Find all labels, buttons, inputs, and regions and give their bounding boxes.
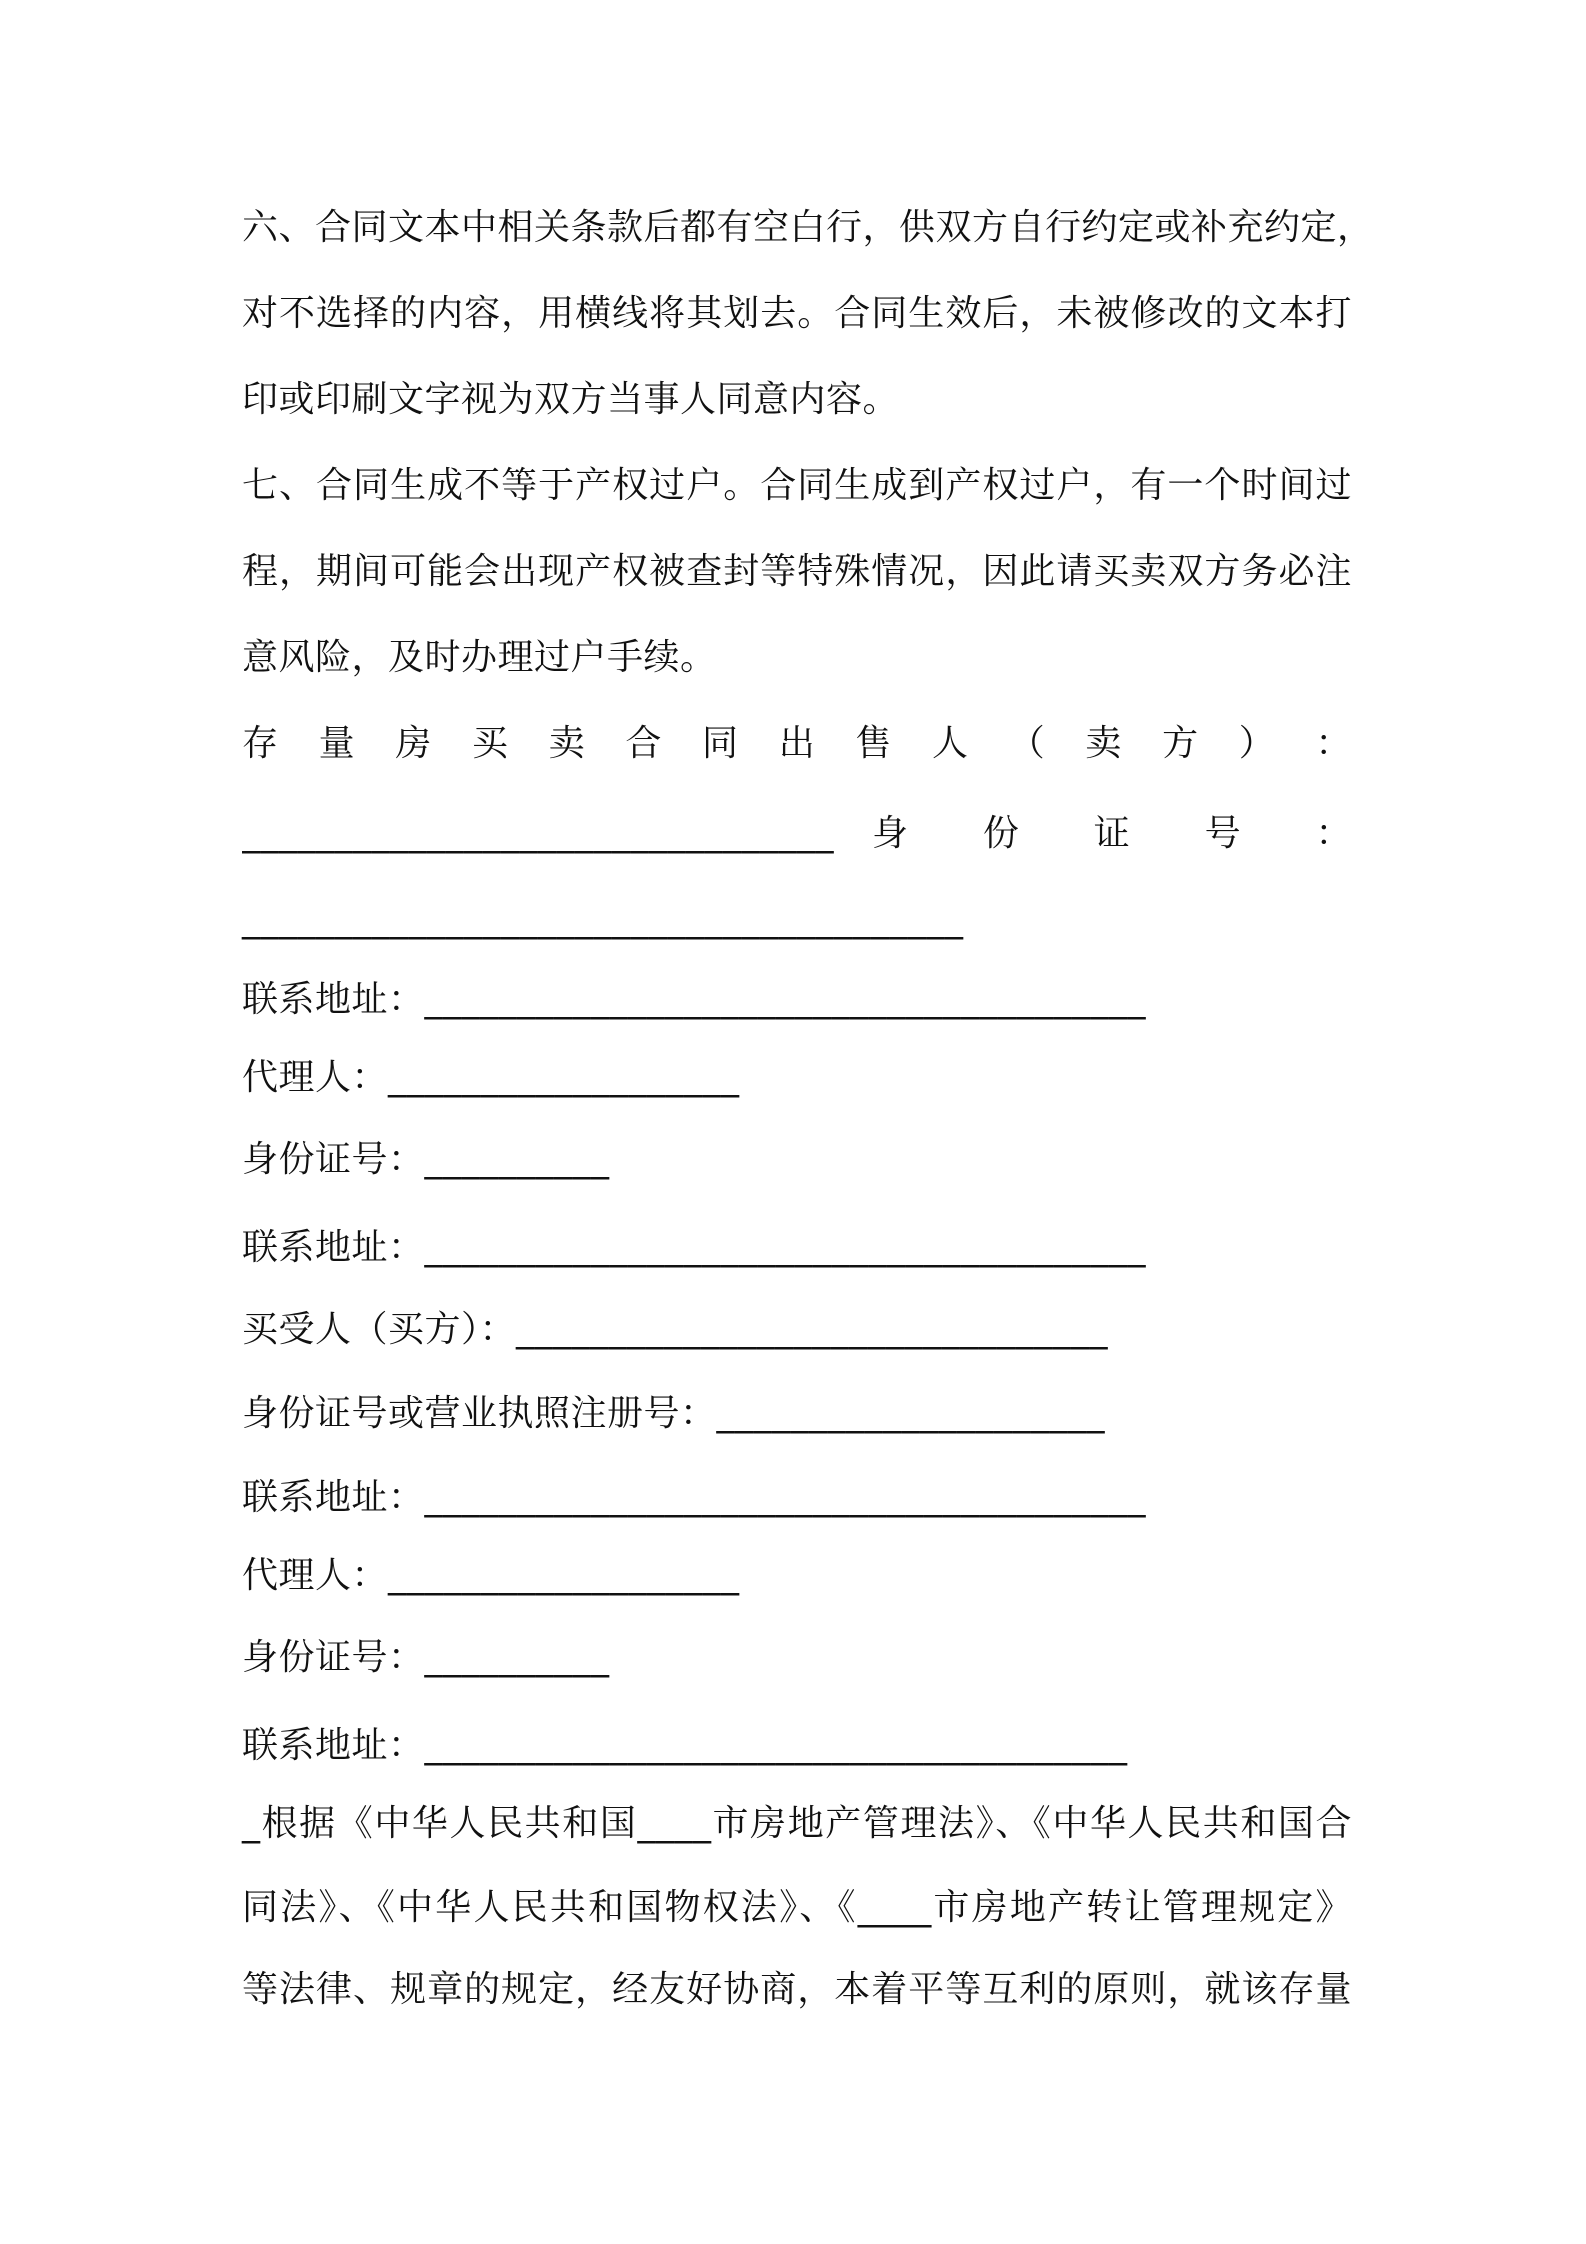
- seller-id-label-char: 证: [1093, 813, 1131, 854]
- seller-heading-char: 售: [855, 723, 892, 764]
- seller-agent-row: [242, 1048, 740, 1108]
- basis-line-1: _根据《中华人民共和国____市房地产管理法》、《中华人民共和国合: [242, 1803, 1352, 1844]
- seller-name-blank[interactable]: ________________________________: [242, 813, 834, 854]
- seller-agent-blank[interactable]: ___________________: [388, 1057, 740, 1098]
- basis-line-2: 同法》、《中华人民共和国物权法》、《____市房地产转让管理规定》: [242, 1887, 1352, 1928]
- buyer-blank[interactable]: ________________________________: [516, 1309, 1109, 1350]
- buyer-agent-label: 代理人：: [242, 1555, 389, 1596]
- seller-heading-char: 人: [932, 723, 969, 764]
- seller-id-label-char: 号: [1204, 813, 1242, 854]
- seller-address-label: 联系地址：: [242, 979, 425, 1020]
- seller-heading-char: ：: [1315, 723, 1352, 764]
- seller-agent-address-blank[interactable]: _______________________________________: [424, 1227, 1147, 1268]
- seller-id-label-char: 身: [872, 813, 909, 854]
- clause-6-line-2: 对不选择的内容，用横线将其划去。合同生效后，未被修改的文本打: [242, 293, 1352, 334]
- buyer-id-label: 身份证号或营业执照注册号：: [242, 1393, 717, 1434]
- clause-7-line-1: 七、合同生成不等于产权过户。合同生成到产权过户，有一个时间过: [242, 465, 1352, 506]
- seller-heading-char: 出: [778, 723, 816, 764]
- buyer-agent-blank[interactable]: ___________________: [388, 1555, 740, 1596]
- seller-heading-char: 卖: [548, 723, 586, 764]
- seller-heading-char: 方: [1162, 723, 1199, 764]
- seller-id-blank[interactable]: _______________________________________: [242, 899, 964, 940]
- seller-agent-address-label: 联系地址：: [242, 1227, 425, 1268]
- buyer-agent-id-label: 身份证号：: [242, 1637, 425, 1678]
- buyer-agent-row: [242, 1546, 740, 1606]
- buyer-address-label: 联系地址：: [242, 1477, 425, 1518]
- seller-heading-char: ）: [1238, 723, 1276, 764]
- buyer-label: 买受人（买方）：: [242, 1309, 517, 1350]
- seller-heading-char: 卖: [1085, 723, 1122, 764]
- seller-heading: [242, 714, 1352, 774]
- seller-heading-char: 房: [395, 723, 432, 764]
- buyer-address-blank[interactable]: _______________________________________: [424, 1477, 1147, 1518]
- buyer-agent-address-row: [242, 1716, 1128, 1776]
- seller-id-label: [872, 804, 1352, 864]
- clause-6-line-3: 印或印刷文字视为双方当事人同意内容。: [242, 379, 900, 420]
- seller-agent-id-blank[interactable]: __________: [424, 1139, 610, 1180]
- seller-address-blank[interactable]: _______________________________________: [424, 979, 1147, 1020]
- buyer-id-row: [242, 1384, 1105, 1444]
- buyer-id-blank[interactable]: _____________________: [716, 1393, 1106, 1434]
- seller-id-label-char: ：: [1315, 813, 1352, 854]
- seller-id-label-char: 份: [982, 813, 1020, 854]
- buyer-agent-id-blank[interactable]: __________: [424, 1637, 610, 1678]
- seller-heading-char: 合: [625, 723, 662, 764]
- seller-heading-char: 买: [472, 723, 509, 764]
- seller-agent-id-row: [242, 1130, 610, 1190]
- buyer-agent-id-row: [242, 1628, 610, 1688]
- clause-7-line-2: 程，期间可能会出现产权被查封等特殊情况，因此请买卖双方务必注: [242, 551, 1352, 592]
- clause-7-line-3: 意风险，及时办理过户手续。: [242, 637, 717, 678]
- seller-name-id-line: [242, 804, 1352, 864]
- buyer-row: [242, 1300, 1108, 1360]
- seller-heading-char: 同: [702, 723, 739, 764]
- seller-agent-address-row: [242, 1218, 1146, 1278]
- seller-heading-char: 存: [242, 723, 279, 764]
- buyer-address-row: [242, 1468, 1146, 1528]
- seller-agent-id-label: 身份证号：: [242, 1139, 425, 1180]
- buyer-agent-address-label: 联系地址：: [242, 1725, 425, 1766]
- seller-heading-char: （: [1008, 723, 1046, 764]
- seller-agent-label: 代理人：: [242, 1057, 389, 1098]
- clause-6-line-1: 六、合同文本中相关条款后都有空白行，供双方自行约定或补充约定，: [242, 207, 1374, 248]
- seller-heading-char: 量: [318, 723, 356, 764]
- basis-line-3: 等法律、规章的规定，经友好协商，本着平等互利的原则，就该存量: [242, 1969, 1352, 2010]
- buyer-agent-address-blank[interactable]: ______________________________________: [424, 1725, 1128, 1766]
- seller-address-row: [242, 970, 1146, 1030]
